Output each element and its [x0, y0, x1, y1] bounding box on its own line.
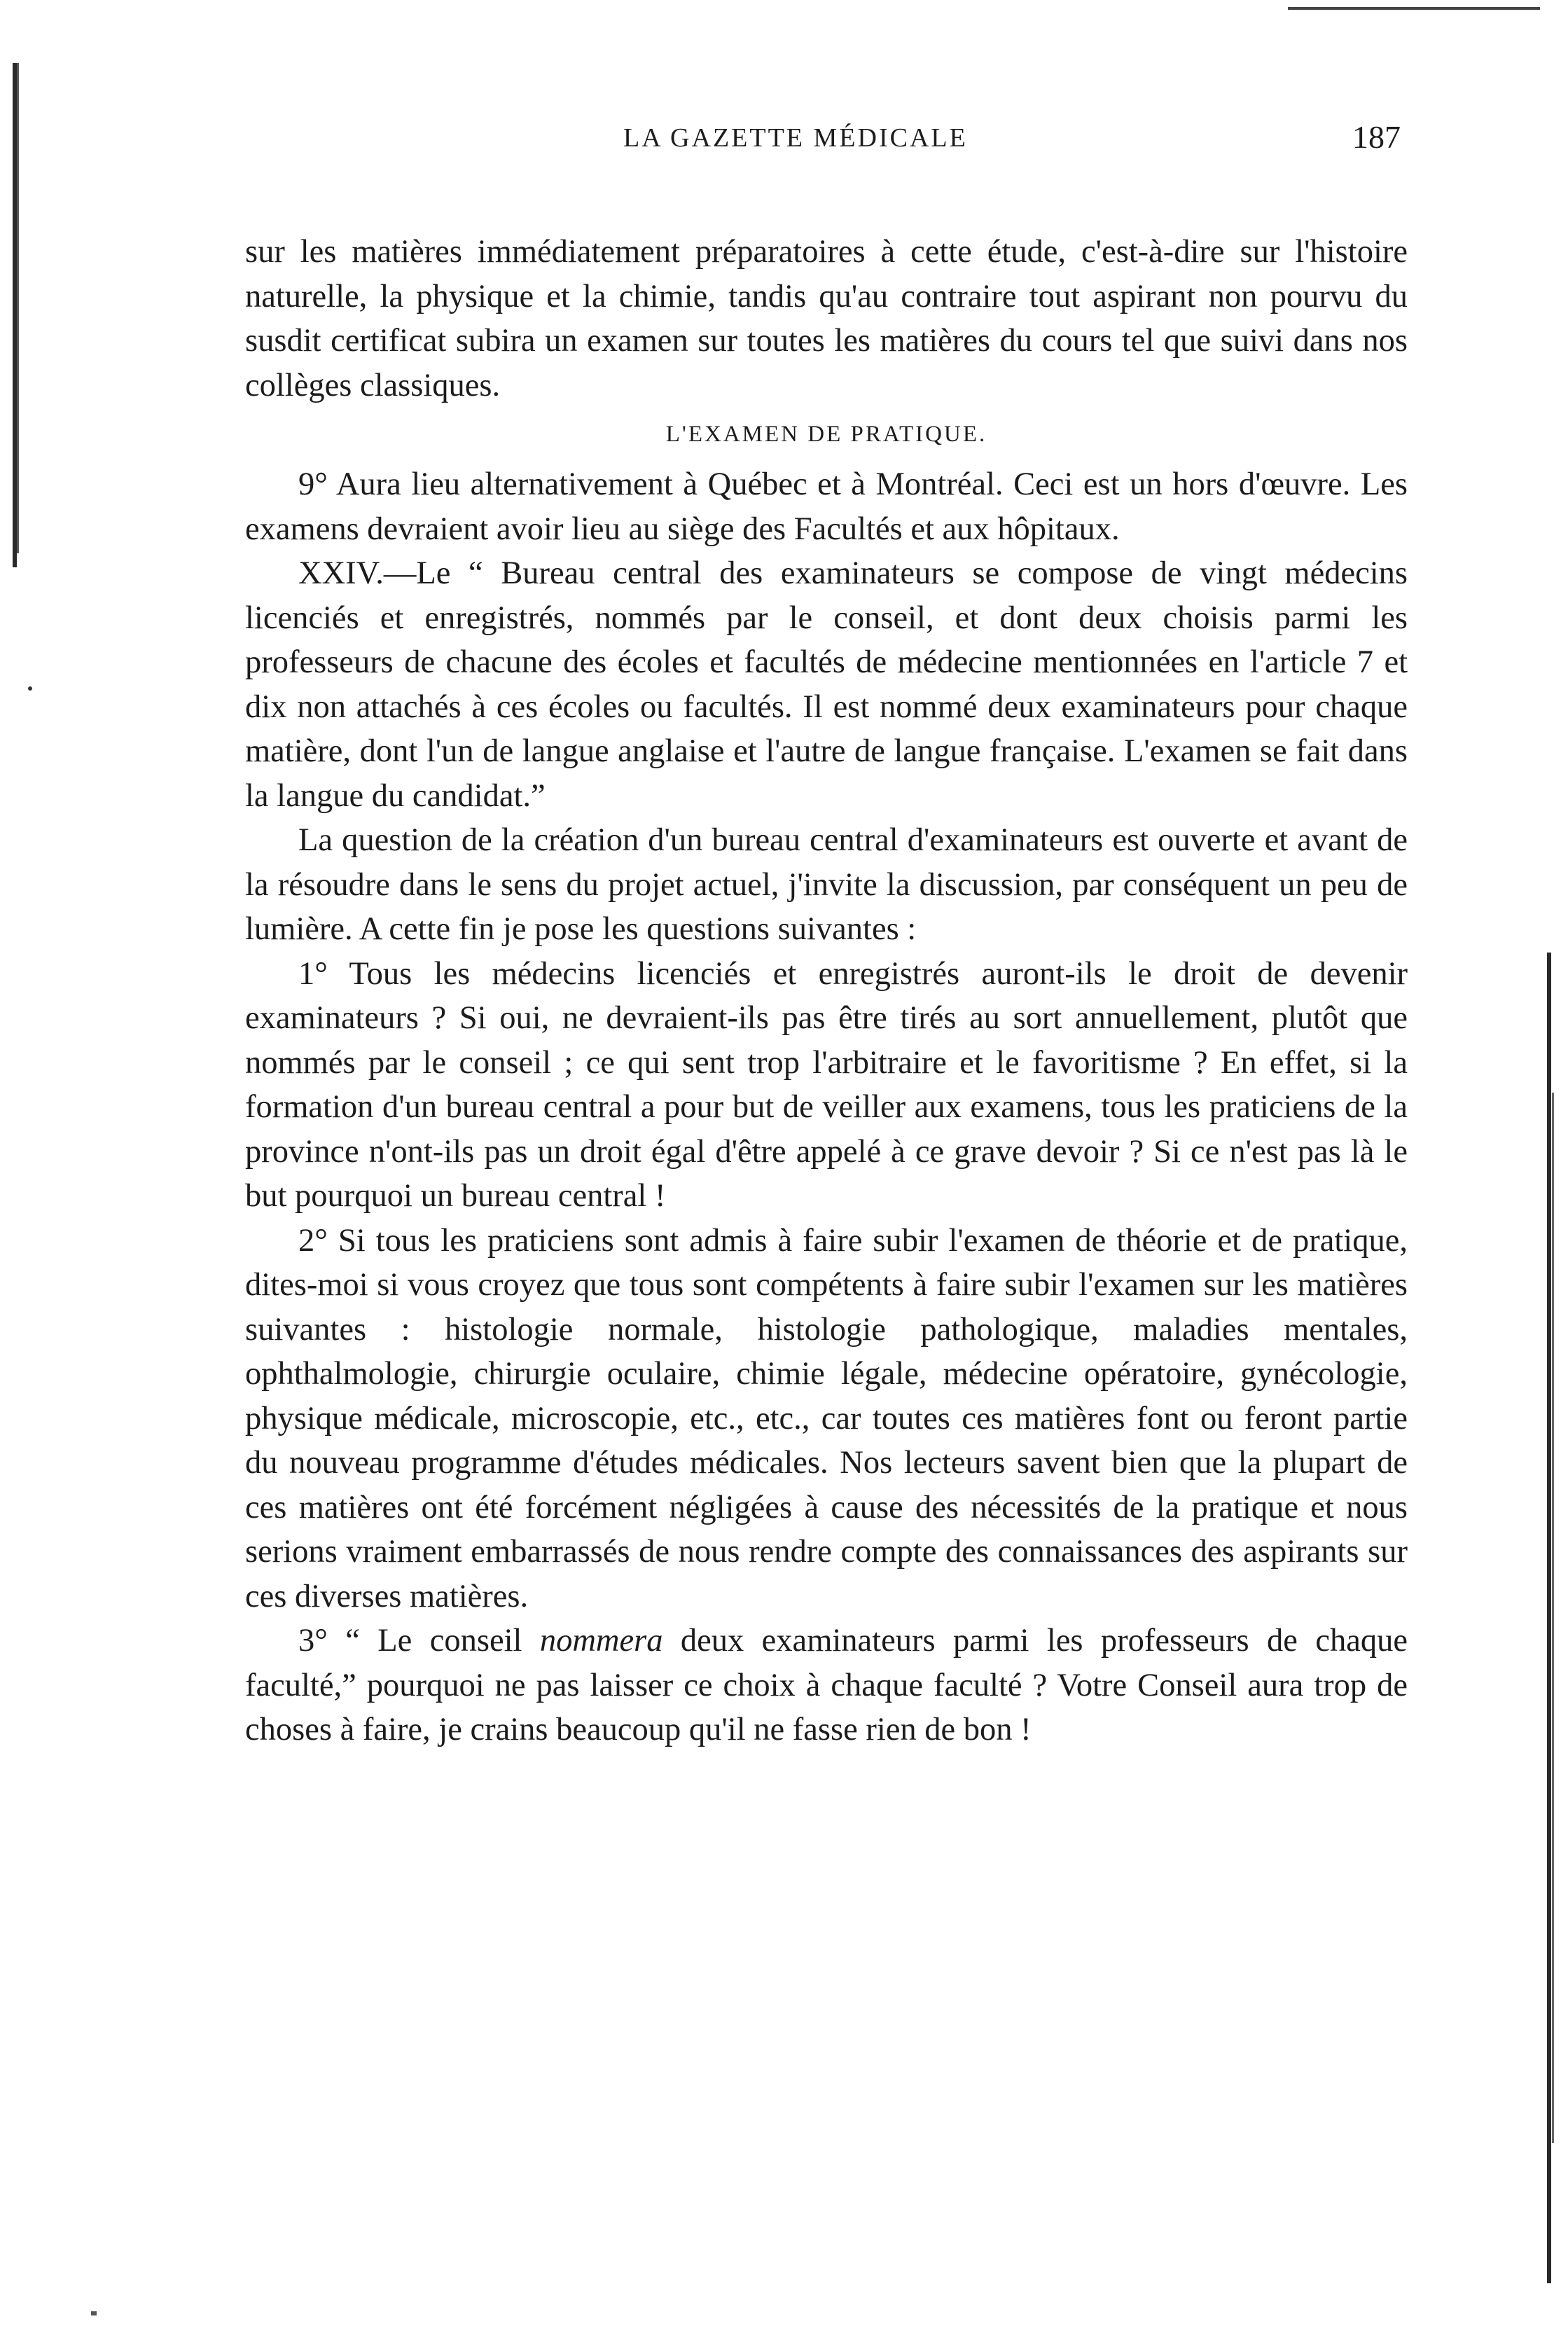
italic-word: nommera — [539, 1623, 663, 1659]
paragraph-article-xxiv: XXIV.—Le “ Bureau central des examinateurs se compose de vingt médecins licenciés et enregistrés, nommés par le conseil, et dont deux choisis parmi les professeurs de chacune des écoles et facultés de médecine mentionnées en l'article 7 et dix non attachés à ces écoles ou facultés. Il est nommé deux examinateurs pour chaque matière, dont l'un de langue anglaise et l'autre de langue française. L'examen se fait dans la langue du candidat.” — [245, 555, 1408, 814]
question-3-text-end: deux examinateurs parmi les professeurs de chaque faculté,” pourquoi ne pas laisser ce choix à chaque faculté ? Votre Conseil aura trop de choses à faire, je crains beaucoup qu'il ne fasse rien de bon ! — [245, 1623, 1408, 1747]
paragraph-question-3 — [245, 1619, 1408, 1752]
article-body — [245, 230, 1408, 1752]
scan-speck — [28, 686, 32, 691]
scan-edge-mark — [1288, 7, 1540, 10]
scan-speck — [91, 2311, 97, 2315]
scan-edge-mark — [1552, 1093, 1554, 2143]
paragraph-question-intro: La question de la création d'un bureau central d'examinateurs est ouverte et avant de la résoudre dans le sens du projet actuel, j'invite la discussion, par conséquent un peu de lumière. A cette fin je pose les questions suivantes : — [245, 822, 1408, 947]
paragraph-question-2: 2° Si tous les praticiens sont admis à faire subir l'examen de théorie et de pratique, dites-moi si vous croyez que tous sont compétents à faire subir l'examen sur les matières suivantes : histologie normale, histologie pathologique, maladies mentales, ophthalmologie, chirurgie oculaire, chimie légale, médecine opératoire, gynécologie, physique médicale, microscopie, etc., etc., car toutes ces matières font ou feront partie du nouveau programme d'études médicales. Nos lecteurs savent bien que la plupart de ces matières ont été forcément négligées à cause des nécessités de la pratique et nous serions vraiment embarrassés de nous rendre compte des connaissances des aspirants sur ces diverses matières. — [245, 1222, 1408, 1614]
paragraph-continuation: sur les matières immédiatement préparatoires à cette étude, c'est-à-dire sur l'histoire naturelle, la physique et la chimie, tandis qu'au contraire tout aspirant non pourvu du susdit certificat subira un examen sur toutes les matières du cours tel que suivi dans nos collèges classiques. — [245, 234, 1408, 403]
question-3-text-start: 3° “ Le conseil — [298, 1623, 540, 1659]
paragraph-article-9: 9° Aura lieu alternativement à Québec et à Montréal. Ceci est un hors d'œuvre. Les examens devraient avoir lieu au siège des Facultés et aux hôpitaux. — [245, 466, 1408, 547]
page-number: 187 — [1352, 119, 1401, 155]
running-title: LA GAZETTE MÉDICALE — [623, 123, 968, 153]
scan-edge-mark — [17, 63, 19, 553]
section-heading: L'EXAMEN DE PRATIQUE. — [665, 422, 987, 447]
paragraph-question-1: 1° Tous les médecins licenciés et enregistrés auront-ils le droit de devenir examinateurs ? Si oui, ne devraient-ils pas être tirés au sort annuellement, plutôt que nommés par le conseil ; ce qui sent trop l'arbitraire et le favoritisme ? En effet, si la formation d'un bureau central a pour but de veiller aux examens, tous les praticiens de la province n'ont-ils pas un droit égal d'être appelé à ce grave devoir ? Si ce n'est pas là le but pourquoi un bureau central ! — [245, 955, 1408, 1214]
scan-edge-mark — [1547, 953, 1551, 2283]
running-head — [245, 119, 1408, 165]
